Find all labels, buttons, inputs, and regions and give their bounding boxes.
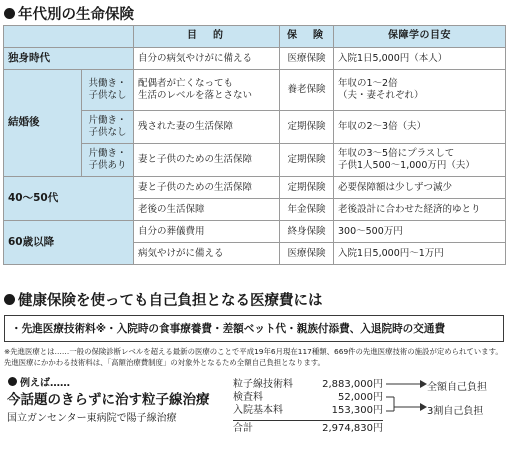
cost-label: 検査料 <box>233 392 263 403</box>
table-header-row <box>4 26 506 48</box>
result-30pct-self-pay: 3割自己負担 <box>427 406 484 417</box>
header-purpose: 目 的 <box>134 26 280 48</box>
cell-purpose: 配偶者が亡くなっても 生活のレベルを落とさない <box>134 70 280 111</box>
cost-label: 粒子線技術料 <box>233 379 293 390</box>
cost-value: 52,000円 <box>338 392 383 403</box>
example-hospital: 国立ガンセンター東病院で陽子線治療 <box>7 413 177 424</box>
section-title-life-insurance <box>4 3 134 24</box>
bullet-icon <box>8 377 17 386</box>
cell-subgroup: 共働き・ 子供なし <box>82 70 134 111</box>
example-label <box>8 374 70 389</box>
section-title-health-insurance <box>4 289 323 310</box>
cell-guide: 入院1日5,000円（本人） <box>334 48 506 70</box>
cell-purpose: 妻と子供のための生活保障 <box>134 144 280 177</box>
total-value: 2,974,830円 <box>322 423 383 434</box>
header-guide: 保障学の目安 <box>334 26 506 48</box>
group-married: 結婚後 <box>4 70 82 177</box>
arrow-icon <box>384 374 428 418</box>
cell-guide: 入院1日5,000円〜1万円 <box>334 243 506 265</box>
cell-insurance: 終身保険 <box>280 221 334 243</box>
result-full-self-pay: 全額自己負担 <box>427 382 487 393</box>
cell-guide: 年収の3〜5倍にプラスして 子供1人500〜1,000万円（夫） <box>334 144 506 177</box>
self-pay-items-text: ・先進医療技術料※・入院時の食事療養費・差額ベット代・親族付添費、入退院時の交通費 <box>11 323 446 335</box>
cost-row <box>233 404 383 417</box>
cell-purpose: 自分の病気やけがに備える <box>134 48 280 70</box>
cost-row <box>233 391 383 404</box>
group-age60: 60歳以降 <box>4 221 134 265</box>
cell-insurance: 年金保険 <box>280 199 334 221</box>
cell-guide: 年収の1〜2倍 （夫・妻それぞれ） <box>334 70 506 111</box>
cost-value: 153,300円 <box>331 405 383 416</box>
cell-purpose: 妻と子供のための生活保障 <box>134 177 280 199</box>
self-pay-items-box <box>4 315 504 342</box>
cell-insurance: 定期保険 <box>280 177 334 199</box>
advanced-medicine-note: ※先進医療とは……一般の保険診断レベルを超える最新の医療のことで平成19年6月現在117種類、669件の先進医療技術の施設が定められています。先進医療にかかわる技術料は、「高額治療費制度」の対象外となるため全額自己負担となります。 <box>4 347 503 367</box>
total-label: 合計 <box>233 423 253 434</box>
example-label-text: 例えば…… <box>20 378 70 389</box>
cost-row <box>233 378 383 391</box>
cell-insurance: 養老保険 <box>280 70 334 111</box>
cell-purpose: 老後の生活保障 <box>134 199 280 221</box>
table-row <box>4 48 506 70</box>
total-divider <box>233 420 383 421</box>
table-row <box>4 177 506 199</box>
cell-purpose: 残された妻の生活保障 <box>134 111 280 144</box>
table-row <box>4 221 506 243</box>
cell-purpose: 病気やけがに備える <box>134 243 280 265</box>
section-title-text: 健康保険を使っても自己負担となる医療費には <box>18 293 323 309</box>
group-age40: 40〜50代 <box>4 177 134 221</box>
header-insurance: 保 険 <box>280 26 334 48</box>
header-blank <box>4 26 134 48</box>
example-title: 今話題のきらずに治す粒子線治療 <box>7 392 210 408</box>
total-row <box>233 422 383 436</box>
table-row <box>4 70 506 111</box>
cell-insurance: 定期保険 <box>280 111 334 144</box>
bullet-icon <box>4 294 15 305</box>
cell-purpose: 自分の葬儀費用 <box>134 221 280 243</box>
cell-insurance: 医療保険 <box>280 48 334 70</box>
cost-value: 2,883,000円 <box>322 379 383 390</box>
cell-guide: 必要保障額は少しずつ減少 <box>334 177 506 199</box>
cost-breakdown <box>233 378 383 434</box>
cell-insurance: 医療保険 <box>280 243 334 265</box>
cell-subgroup: 片働き・ 子供あり <box>82 144 134 177</box>
cell-guide: 300〜500万円 <box>334 221 506 243</box>
cost-label: 入院基本料 <box>233 405 283 416</box>
section-title-text: 年代別の生命保険 <box>18 7 134 23</box>
cell-guide: 老後設計に合わせた経済的ゆとり <box>334 199 506 221</box>
bullet-icon <box>4 8 15 19</box>
cell-insurance: 定期保険 <box>280 144 334 177</box>
group-single: 独身時代 <box>4 48 134 70</box>
cell-subgroup: 片働き・ 子供なし <box>82 111 134 144</box>
cell-guide: 年収の2〜3倍（夫） <box>334 111 506 144</box>
life-insurance-table <box>3 25 506 265</box>
